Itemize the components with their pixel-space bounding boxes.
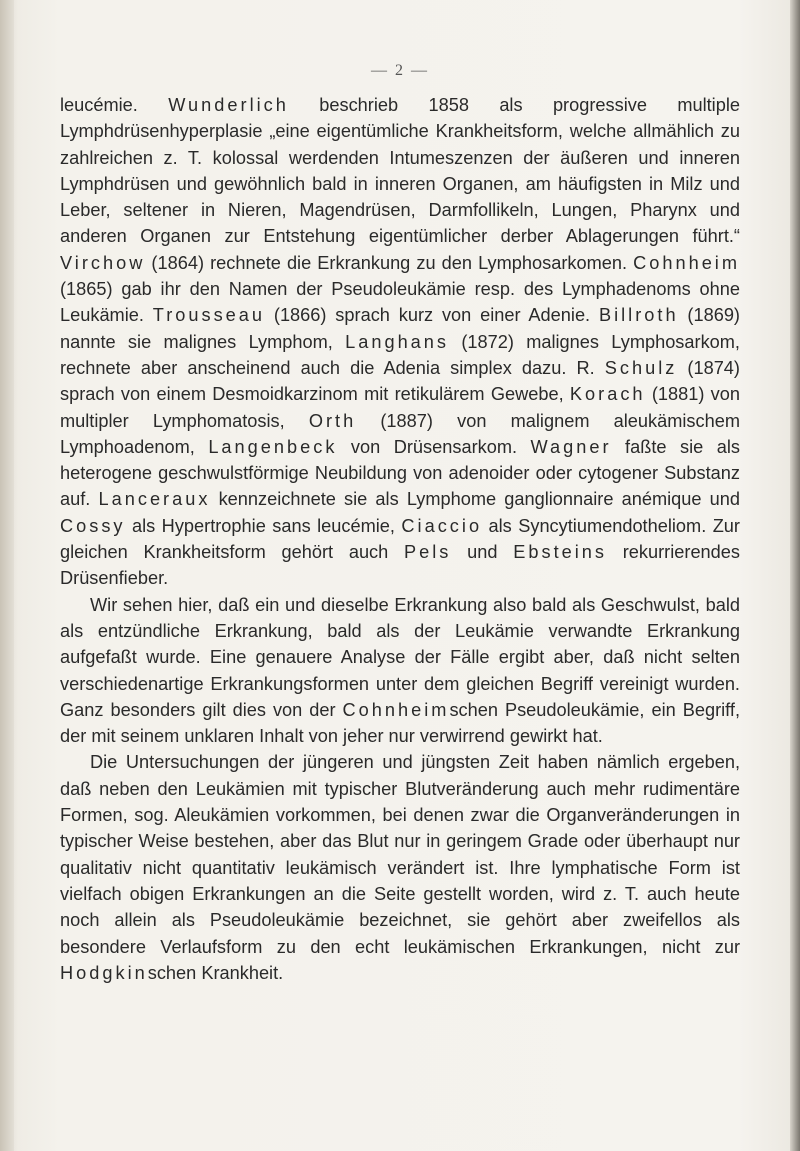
author-name: Ebsteins (513, 542, 607, 563)
text-run: beschrieb 1858 als progressive multiple Lymphdrüsenhyperplasie „eine eigentümliche Krankheitsform, welche allmählich zu zahlreichen z. T. kolossal werdenden Intumeszenzen der äußeren und inneren Lymphdrüsen und gewöhnlich bald in inneren Organen, am häufigsten in Milz und Leber, seltener in Nieren, Magendrüsen, Darmfollikeln, Lungen, Pharynx und anderen Organen zur Entstehung eigentümlicher derber Ablagerungen führt.“ (60, 95, 740, 247)
text-run: schen Pseudoleukämie, ein Begriff, der mit seinem unklaren Inhalt von jeher nur verwirrend gewirkt hat. (60, 699, 740, 747)
text-run: kennzeichnete sie als Lymphome ganglionnaire anémique und (210, 489, 741, 510)
page-right-edge (790, 0, 800, 1151)
text-run: (1881) von multipler Lymphomatosis, (60, 384, 740, 431)
text-run: Die Untersuchungen der jüngeren und jüngsten Zeit haben nämlich ergeben, daß neben den Leukämien mit typischer Blutveränderung auch mehr rudimentäre Formen, sog. Aleukämien vorkommen, bei denen zwar die Organveränderungen in typischer Weise bestehen, aber das Blut nur in geringem Grade oder überhaupt nur qualitativ nicht quantitativ leukämisch verändert ist. Ihre lymphatische Form ist vielfach obigen Erkrankungen an die Seite gestellt worden, wird z. T. auch heute noch allein als Pseudoleukämie bezeichnet, sie gehört aber zweifellos als besondere Verlaufsform zu den echt leukämischen Erkrankungen, nicht zur (60, 752, 740, 957)
author-name: Virchow (60, 252, 146, 273)
text-run: (1864) rechnete die Erkrankung zu den Lymphosarkomen. (145, 252, 634, 273)
text-run: schen Krankheit. (147, 962, 284, 983)
text-run: leucémie. (60, 95, 169, 115)
author-name: Wunderlich (168, 95, 289, 115)
paragraph (60, 749, 740, 986)
text-run: (1866) sprach kurz von einer Adenie. (265, 305, 599, 326)
page-left-edge (0, 0, 14, 1151)
author-name: Cohnheim (633, 252, 740, 273)
text-run: (1869) nannte sie malignes Lymphom, (60, 305, 740, 352)
body-text (60, 92, 740, 986)
author-name: Korach (569, 384, 646, 405)
text-run: (1874) sprach von einem Desmoidkarzinom mit retikulärem Gewebe, (60, 357, 740, 405)
paragraph (60, 92, 740, 592)
author-name: Langenbeck (208, 436, 338, 457)
text-run: als Syncytiumendotheliom. Zur gleichen Krankheitsform gehört auch (60, 515, 740, 563)
author-name: Langhans (345, 331, 450, 352)
author-name: Billroth (598, 305, 679, 326)
text-run: und (451, 542, 514, 563)
author-name: Hodgkin (60, 962, 148, 983)
author-name: Wagner (530, 436, 612, 457)
paragraph (60, 592, 740, 750)
author-name: Cossy (60, 515, 126, 536)
text-run: (1865) gab ihr den Namen der Pseudoleukämie resp. des Lymphadenoms ohne Leukämie. (60, 279, 740, 326)
author-name: Pels (404, 542, 452, 563)
text-run: als Hypertrophie sans leucémie, (125, 515, 402, 536)
page-number: — 2 — (371, 62, 429, 79)
author-name: Cohnheim (342, 699, 450, 720)
text-run: (1887) von malignem aleukämischem Lymphoadenom, (60, 410, 740, 457)
text-run: (1872) malignes Lymphosarkom, rechnete aber anscheinend auch die Adenia simplex dazu. R. (60, 331, 740, 378)
author-name: Orth (308, 410, 357, 431)
author-name: Lanceraux (98, 489, 211, 510)
author-name: Schulz (604, 357, 678, 378)
text-run: von Drüsensarkom. (337, 436, 531, 457)
author-name: Trousseau (152, 305, 266, 326)
text-run: Wir sehen hier, daß ein und dieselbe Erkrankung also bald als Geschwulst, bald als entzündliche Erkrankung, bald als der Leukämie verwandte Erkrankung aufgefaßt wurde. Eine genauere Analyse der Fälle ergibt aber, daß nicht selten verschiedenartige Erkrankungsformen unter dem gleichen Begriff vereinigt wurden. Ganz besonders gilt dies von der (60, 594, 740, 720)
author-name: Ciaccio (401, 515, 483, 536)
text-run: rekurrierendes Drüsenfieber. (60, 542, 740, 589)
text-run: faßte sie als heterogene geschwulstförmige Neubildung von adenoider oder cytogener Substanz auf. (60, 436, 740, 510)
